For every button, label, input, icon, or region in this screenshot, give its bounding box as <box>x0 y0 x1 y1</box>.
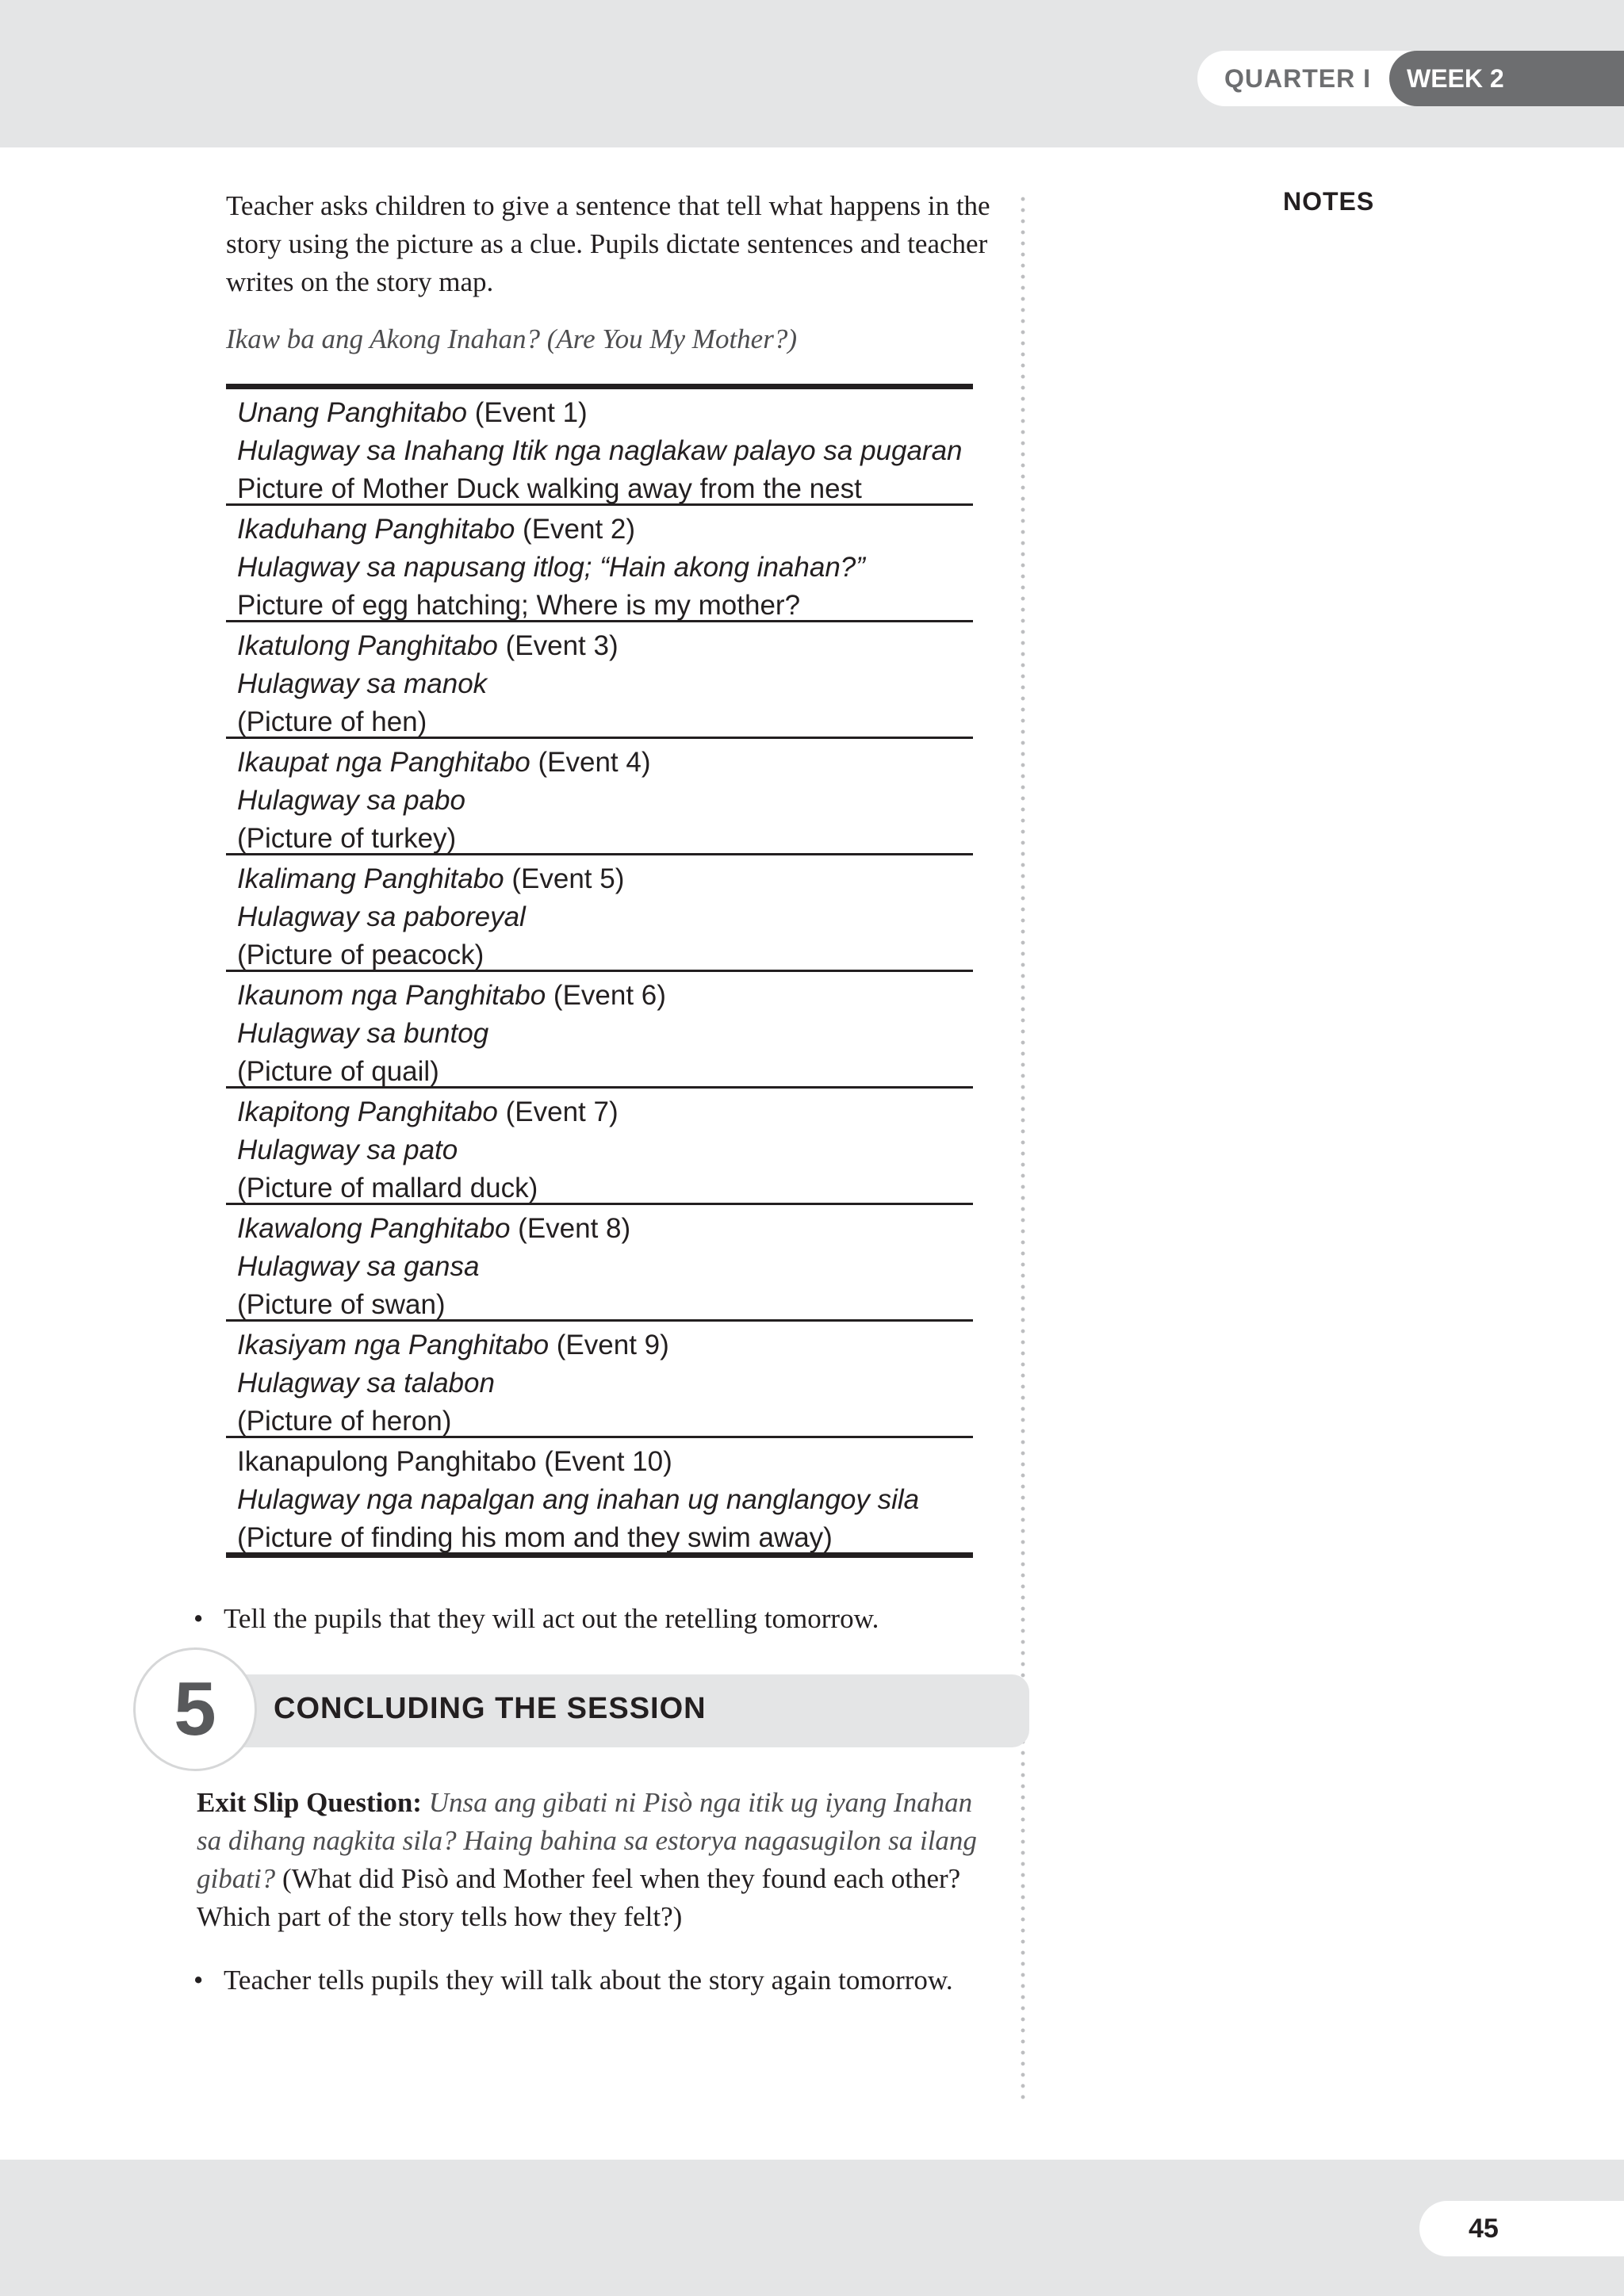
intro-paragraph: Teacher asks children to give a sentence that tell what happens in the story using the picture as a clue. Pupils dictate sentences and teacher writes on the story map. <box>226 190 990 297</box>
dotted-column-divider <box>1021 193 1025 2104</box>
event-label: Ikatulong Panghitabo <box>237 630 498 661</box>
event-row <box>226 1205 973 1322</box>
event-number: (Event 2) <box>523 514 636 545</box>
quarter-week-tab <box>1197 51 1624 106</box>
retelling-bullet <box>193 1600 879 1638</box>
event-number: (Event 7) <box>505 1096 619 1127</box>
event-local-description: Hulagway sa paboreyal <box>237 901 526 932</box>
section-title: CONCLUDING THE SESSION <box>274 1692 707 1725</box>
exit-slip-question: Unsa ang gibati ni Pisò nga itik ug iyang Inahan sa dihang nagkita sila? Haing bahina sa estorya nagasugilon sa ilang gibati? <box>197 1787 977 1894</box>
event-number: (Event 9) <box>556 1330 669 1360</box>
event-number: (Event 5) <box>511 863 625 894</box>
event-number: (Event 8) <box>518 1213 631 1244</box>
event-local-description: Hulagway sa pato <box>237 1135 458 1165</box>
week-label: WEEK 2 <box>1389 51 1624 106</box>
bullet-dot-icon: • <box>193 1603 204 1634</box>
bullet-dot-icon: • <box>193 1965 204 1996</box>
event-label: Ikapitong Panghitabo <box>237 1096 498 1127</box>
talk-bullet-text: Teacher tells pupils they will talk about the story again tomorrow. <box>224 1965 953 1996</box>
event-row <box>226 972 973 1089</box>
event-row <box>226 1322 973 1438</box>
event-english-description: (Picture of turkey) <box>237 823 457 854</box>
event-label: Ikaduhang Panghitabo <box>237 514 515 545</box>
exit-slip-label: Exit Slip Question: <box>197 1787 422 1818</box>
event-local-description: Hulagway sa buntog <box>237 1018 489 1049</box>
event-label: Ikalimang Panghitabo <box>237 863 504 894</box>
event-local-description: Hulagway sa gansa <box>237 1251 480 1282</box>
section-number-badge: 5 <box>133 1647 257 1771</box>
event-local-description: Hulagway nga napalgan ang inahan ug nanglangoy sila <box>237 1484 920 1515</box>
event-local-description: Hulagway sa manok <box>237 668 488 699</box>
event-row <box>226 389 973 506</box>
story-title: Ikaw ba ang Akong Inahan? (Are You My Mother?) <box>226 323 797 354</box>
exit-slip-paragraph <box>197 1784 990 1936</box>
retelling-bullet-text: Tell the pupils that they will act out the retelling tomorrow. <box>224 1603 879 1634</box>
event-local-description: Hulagway sa talabon <box>237 1368 495 1399</box>
event-local-description: Hulagway sa napusang itlog; “Hain akong inahan?” <box>237 552 865 583</box>
event-row <box>226 1438 973 1558</box>
event-label: Ikaunom nga Panghitabo <box>237 980 546 1011</box>
event-english-description: (Picture of swan) <box>237 1289 446 1320</box>
event-number: (Event 4) <box>538 747 651 778</box>
event-number: (Event 6) <box>553 980 666 1011</box>
event-row <box>226 622 973 739</box>
event-english-description: (Picture of mallard duck) <box>237 1173 538 1203</box>
quarter-label: QUARTER I <box>1197 51 1419 106</box>
event-number: (Event 3) <box>505 630 619 661</box>
event-row <box>226 739 973 855</box>
event-row <box>226 855 973 972</box>
event-english-description: (Picture of finding his mom and they swim away) <box>237 1522 833 1553</box>
footer-band <box>0 2160 1624 2296</box>
story-map-table <box>226 384 973 1558</box>
event-number: (Event 10) <box>544 1446 672 1477</box>
page-number: 45 <box>1419 2201 1624 2256</box>
talk-bullet <box>193 1961 953 1999</box>
event-english-description: (Picture of peacock) <box>237 939 485 970</box>
event-label: Ikanapulong Panghitabo <box>237 1446 537 1477</box>
event-local-description: Hulagway sa pabo <box>237 785 465 816</box>
event-label: Ikaupat nga Panghitabo <box>237 747 530 778</box>
notes-heading: NOTES <box>1283 187 1375 216</box>
exit-slip-translation: (What did Pisò and Mother feel when they found each other? Which part of the story tells how they felt?) <box>197 1863 961 1932</box>
event-english-description: Picture of Mother Duck walking away from the nest <box>237 473 862 504</box>
event-english-description: (Picture of quail) <box>237 1056 439 1087</box>
event-row <box>226 506 973 622</box>
event-label: Ikasiyam nga Panghitabo <box>237 1330 550 1360</box>
event-english-description: Picture of egg hatching; Where is my mother? <box>237 590 801 621</box>
event-local-description: Hulagway sa Inahang Itik nga naglakaw palayo sa pugaran <box>237 435 963 466</box>
event-english-description: (Picture of hen) <box>237 706 427 737</box>
event-label: Unang Panghitabo <box>237 397 467 428</box>
event-row <box>226 1089 973 1205</box>
event-label: Ikawalong Panghitabo <box>237 1213 511 1244</box>
event-number: (Event 1) <box>474 397 588 428</box>
event-english-description: (Picture of heron) <box>237 1406 452 1437</box>
